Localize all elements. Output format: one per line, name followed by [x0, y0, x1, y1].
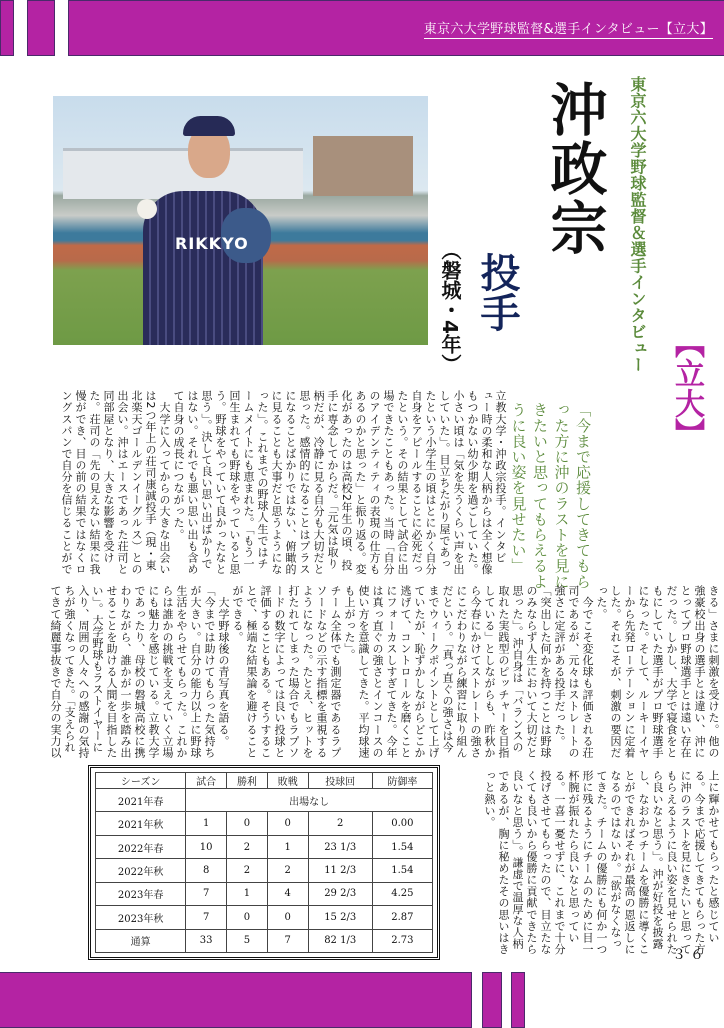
article-line: い」。大学野球もラストイヤーに [91, 585, 104, 753]
article-line: であるが、胸に秘めたその思いはき [497, 770, 510, 955]
article-line: 投げさせてもらったので、目立たな [539, 770, 552, 955]
stats-cell: 2022年秋 [96, 859, 186, 882]
player-position: 投手 [474, 252, 520, 332]
player-photo [53, 96, 428, 345]
stats-row [96, 882, 433, 905]
stats-cell: 1.54 [372, 859, 432, 882]
article-line: した。それこそが、刺激の要因だ [609, 585, 622, 759]
article-line: 化があったのは高校2年生の頃、投 [340, 390, 353, 571]
stats-cell: 23 1/3 [308, 835, 372, 858]
article-line: 思った」。沖自身は「バランスの [511, 585, 524, 753]
article-line: だった。しかし、大学で寝食をと [665, 585, 678, 759]
page-number: ３６ [672, 947, 708, 963]
article-line: きる」さまに刺激を受けた。他の [707, 585, 720, 759]
stats-cell: 29 2/3 [308, 882, 372, 905]
article-line: ームメイトにも恵まれた。「もう一 [242, 390, 255, 570]
pull-quote-line: きたいと思ってもらえるよ [531, 402, 549, 590]
article-line: している」としながらも、昨秋か [483, 585, 496, 759]
stats-row [96, 859, 433, 882]
stats-cell: 2 [227, 859, 268, 882]
article-line: 場できたこともあった。当時「自分 [382, 390, 395, 575]
article-line: 手に専念してからだ。「元気は取り [326, 390, 339, 570]
stats-cell-note: 出場なし [186, 789, 433, 812]
stats-cell: 2.87 [372, 906, 432, 929]
article-line: ソードなどの示す指標を重視する [315, 585, 328, 759]
stats-column-header: シーズン [96, 773, 186, 789]
stats-cell-season: 2021年春 [96, 789, 186, 812]
article-line: 取れた実践型のピッチャーを目指 [497, 585, 510, 759]
article-body-tier-2 [48, 585, 720, 758]
stats-column-header: 試合 [186, 773, 227, 789]
stats-header-row [96, 773, 433, 789]
stats-cell: 7 [186, 882, 227, 905]
article-line: とで、極端な結果論を避けること [245, 585, 258, 759]
stats-cell: 0.00 [372, 812, 432, 835]
stats-cell: 1 [267, 835, 308, 858]
article-line: てきた。チームの優勝にも何か一つ [595, 770, 608, 955]
article-line: になった。そして、ルーキーイヤ [637, 585, 650, 759]
article-line: ードの数字によっては良い投球と [273, 585, 286, 759]
stats-cell: 7 [267, 929, 308, 952]
stats-column-header: 勝利 [227, 773, 268, 789]
article-line: とってプロ野球選手とは遠い存在 [679, 585, 692, 759]
article-line: 回生まれても野球をやっていると思 [228, 390, 241, 575]
article-line: 杯腕が振れたら良いなと思ってい [567, 770, 580, 944]
stats-table [88, 765, 440, 960]
stats-cell: 2 [227, 835, 268, 858]
article-line: のアイデンティティの表現の仕方も [368, 390, 381, 575]
pull-quote-line: 「今まで応援してきてもら [574, 402, 592, 590]
article-line: 逃げて、コントロールを磨くこと [399, 585, 412, 759]
article-body-tier-1 [59, 390, 507, 575]
article-line: ら良いなと思う」。沖が好投を披露 [651, 770, 664, 950]
article-line: までウィークポイントとして上げ [427, 585, 440, 759]
article-line: にこだわりながら練習に取り組ん [455, 585, 468, 759]
series-title: 東京六大学野球監督＆選手インタビュー [628, 76, 647, 373]
article-line: 入り、周囲の人々への感謝の気持 [77, 585, 90, 759]
article-line: にも魅力を感じている。立教大学 [147, 585, 160, 759]
article-line: であったり、母校の磐城高校に携 [133, 585, 146, 759]
article-line: わりながら、誰かが一歩を踏み出 [119, 585, 132, 759]
article-line: う。野球をやっていて良かったなと [214, 390, 227, 575]
article-line: は2つ年上の荘司康誠投手（現・東 [144, 390, 157, 571]
article-line: 思う」。決して良い思い出ばかりで [200, 390, 213, 570]
footer-bar-small-2 [511, 972, 525, 1028]
article-line: ングスパンで自分を信じることがで [60, 390, 73, 575]
article-line: 思った。感情的になることはプラス [298, 390, 311, 575]
stats-cell: 2023年春 [96, 882, 186, 905]
article-line: 自身をアピールすることに必死だっ [410, 390, 423, 575]
stats-cell: 2023年秋 [96, 906, 186, 929]
header-bar-small-2 [27, 0, 55, 56]
stats-cell: 82 1/3 [308, 929, 372, 952]
article-line: 同部屋となり、大きな影響を受け [102, 390, 115, 564]
article-line: くても良いから優勝に貢献できたら [525, 770, 538, 955]
article-line: もらえるように良い姿を見せられた [665, 770, 678, 955]
stats-column-header: 投球回 [308, 773, 372, 789]
article-line: ーから先発ローテーションに定着 [623, 585, 636, 759]
footer-bar-small-1 [482, 972, 502, 1028]
article-line: はない。それでも悪い思い出も含め [186, 390, 199, 575]
pull-quote-line: うに良い姿を見せたい」 [509, 402, 528, 574]
stats-cell: 7 [186, 906, 227, 929]
article-line: あるのかと思った」と振り返る。変 [354, 390, 367, 575]
stats-row [96, 835, 433, 858]
stats-cell: 15 2/3 [308, 906, 372, 929]
player-school-grade: （磐城・4年） [438, 240, 462, 374]
article-line: もつかない幼少期を過ごしていた。 [466, 390, 479, 575]
article-line: らは誰かの挑戦を支えていく立場 [161, 585, 174, 759]
article-line: ュー時の柔和な人柄からは全く想像 [480, 390, 493, 575]
stats-cell: 2022年春 [96, 835, 186, 858]
article-line: ちが強くなってきた。「支えられ [63, 585, 76, 753]
header-title: 東京六大学野球監督&選手インタビュー【立大】 [424, 18, 713, 39]
header-bar [68, 0, 724, 56]
article-line: し、なおかつチームを優勝に導くこ [637, 770, 650, 955]
article-line: が大きい。自分の能力以上に野球 [189, 585, 202, 759]
article-line: った。 [595, 585, 608, 620]
stats-cell: 2 [308, 812, 372, 835]
article-line: 出会い。沖はエースであった荘司と [116, 390, 129, 575]
school-label: 【立大】 [669, 328, 704, 448]
photo-player-cap [183, 116, 235, 136]
stats-cell: 2.73 [372, 929, 432, 952]
photo-baseball [137, 199, 157, 219]
article-line: 大学に入ってからの大きな出会い [158, 390, 171, 575]
stats-cell: 8 [186, 859, 227, 882]
article-line: ら今春にかけてストレートの強さ [469, 585, 482, 759]
stats-cell: 1 [227, 882, 268, 905]
photo-uniform-logo: RIKKYO [175, 234, 249, 253]
article-line: 今でこそ変化球も評価される荘 [581, 585, 594, 759]
pull-quote [507, 402, 593, 589]
stats-cell: 4.25 [372, 882, 432, 905]
article-line: なるのではないか。「欲がなくなっ [609, 770, 622, 950]
stats-cell: 0 [267, 812, 308, 835]
stats-cell: 2 [267, 859, 308, 882]
article-line: に沖のラストを見にきたいと思って [679, 770, 692, 955]
stats-row [96, 789, 433, 812]
article-line: 「今までは助けてもらった気持ち [203, 585, 216, 759]
article-line: 慢ができ、目の前の結果ではなくロ [74, 390, 87, 575]
photo-trees [313, 136, 413, 196]
article-line: 形に残るようにチームのために目一 [581, 770, 594, 955]
article-line: 司であるが、元々はストレートの [567, 585, 580, 759]
article-line: 小さい頃は「気を失うくらい声を出 [452, 390, 465, 575]
article-line: る。今まで応援してきてもらった方 [693, 770, 706, 955]
footer-bar [0, 972, 472, 1028]
article-body-tier-3 [482, 770, 720, 955]
article-line: チーム全体でも測定器であるラプ [329, 585, 342, 759]
stats-cell: 11 2/3 [308, 859, 372, 882]
article-line: る。一喜一憂せずに、これまで十分 [553, 770, 566, 955]
stats-cell: 10 [186, 835, 227, 858]
article-line: て自身の成長につながった。 [172, 390, 185, 541]
article-line: 評価することもある。そうするこ [259, 585, 272, 759]
stats-cell: 1 [186, 812, 227, 835]
article-line: にフォーカスしすぎてきた。今年 [385, 585, 398, 759]
article-line: 大学野球後の青写真を語る。 [217, 585, 230, 747]
article-line: していた」。目立ちたがり屋であっ [438, 390, 451, 570]
article-line: った」。これまでの野球人生ではチ [256, 390, 269, 570]
article-line: 使い方を意識してきた。平均球速 [357, 585, 370, 759]
article-line: 強豪校出身の選手とは違い、沖に [693, 585, 706, 759]
article-line: 生活をやらせてもらった。これか [175, 585, 188, 759]
stats-cell: 33 [186, 929, 227, 952]
article-line: たという小学生の頃はとにかく自分 [424, 390, 437, 575]
article-line: っと熱い。 [483, 770, 496, 828]
stats-cell: 1.54 [372, 835, 432, 858]
article-line: 立教大学・沖政宗投手。インタビ [494, 390, 507, 564]
article-line: 強さに定評がある投手だった。 [553, 585, 566, 747]
article-line: のみならず人生において大切だと [525, 585, 538, 759]
stats-cell: 通算 [96, 929, 186, 952]
article-line: も上がった」。 [343, 585, 356, 661]
article-line: てきて綺麗事抜きで自分の実力以 [49, 585, 62, 759]
article-line: ようになった。たとえ、ヒットを [301, 585, 314, 759]
pull-quote-line: った方に沖のラストを見に [552, 402, 571, 590]
article-line: ていたが、恥ずかしながらどこか [413, 585, 426, 759]
article-line: に見ることも大事だと思うようにな [270, 390, 283, 575]
article-line: 打たれてしまった場合でもラプソ [287, 585, 300, 759]
article-line: 良いなと思う」。謙虚で温厚な人柄 [511, 770, 524, 950]
stats-column-header: 防御率 [372, 773, 432, 789]
article-line: 柄だが、冷静に見る自分も大切だと [312, 390, 325, 575]
stats-cell: 5 [227, 929, 268, 952]
article-line: だという。「真っ直ぐの強さは今 [441, 585, 454, 753]
header-bar-small-1 [0, 0, 14, 56]
article-line: になることばかりではない、俯瞰的 [284, 390, 297, 575]
stats-cell: 2021年秋 [96, 812, 186, 835]
stats-column-header: 敗戦 [267, 773, 308, 789]
article-line: 「突出した何かを持つことは野球 [539, 585, 552, 759]
article-line: は真っ直ぐの強さとインコースの [371, 585, 384, 759]
stats-cell: 0 [267, 906, 308, 929]
stats-row [96, 812, 433, 835]
stats-row [96, 906, 433, 929]
stats-cell: 0 [227, 906, 268, 929]
article-line: た。荘司の「先の見えない結果に我 [88, 390, 101, 575]
article-line: もにしていた選手がプロ野球選手 [651, 585, 664, 759]
article-line: せることを助ける人間を目指した [105, 585, 118, 759]
article-line: 北楽天ゴールデンイーグルス）との [130, 390, 143, 575]
article-line: たという。その結果として試合に出 [396, 390, 409, 575]
stats-row [96, 929, 433, 952]
player-name: 沖政宗 [541, 80, 607, 257]
article-line: とができればそれが最高の恩返しに [623, 770, 636, 955]
stats-cell: 0 [227, 812, 268, 835]
stats-cell: 4 [267, 882, 308, 905]
article-line: ができる。 [231, 585, 244, 643]
article-line: 上に輝かせてもらったと感じてい [707, 770, 720, 944]
